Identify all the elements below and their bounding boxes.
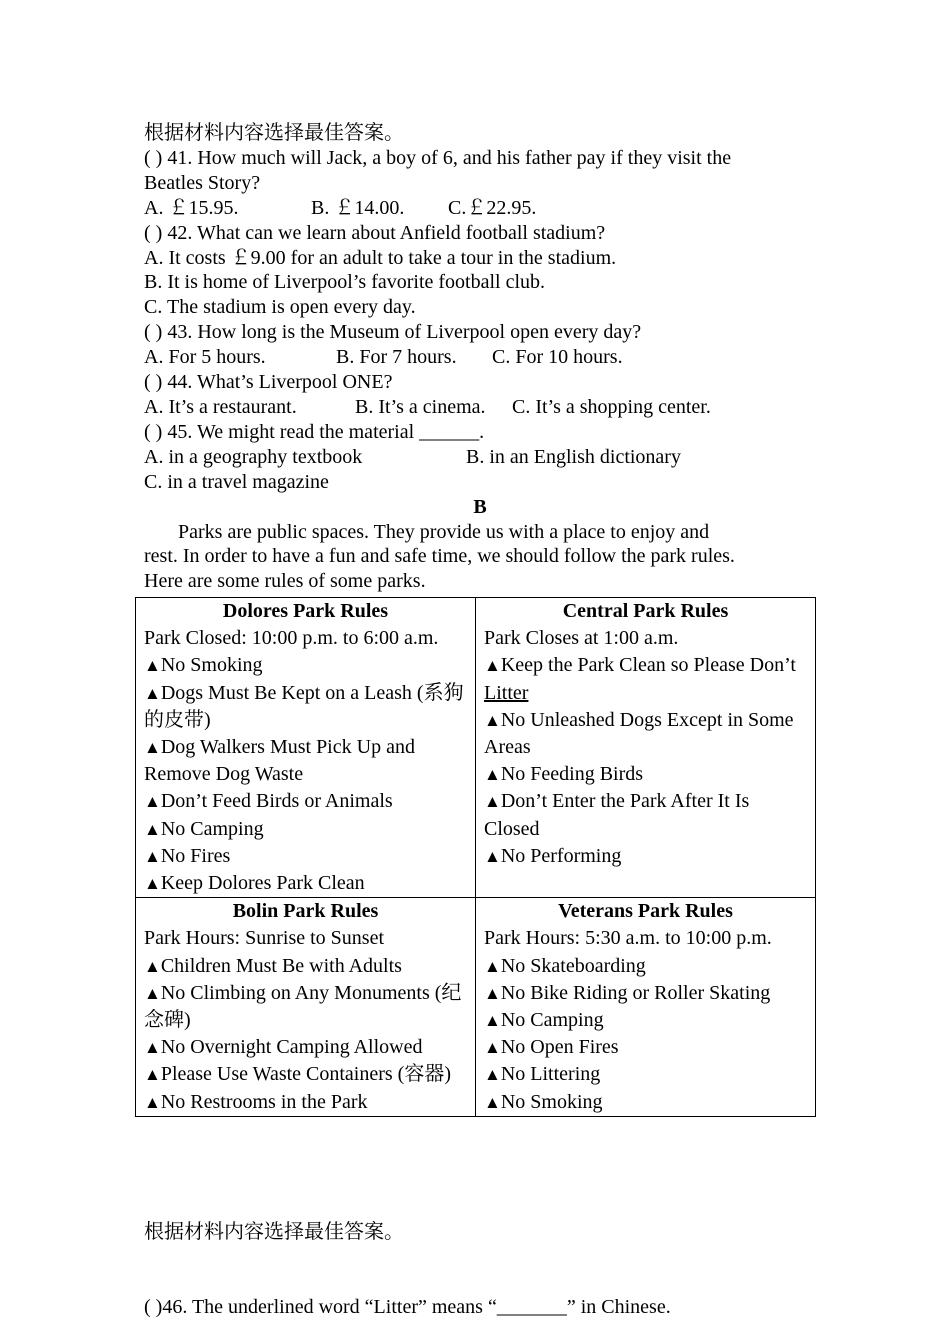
q44-stem: ( ) 44. What’s Liverpool ONE? <box>144 371 393 394</box>
veterans-park-title: Veterans Park Rules <box>558 900 733 923</box>
q41-options <box>144 196 816 221</box>
triangle-bullet-icon: ▲ <box>144 683 161 703</box>
q41-option-a: A. ￡15.95. <box>144 196 239 219</box>
triangle-bullet-icon: ▲ <box>144 738 161 758</box>
dolores-park-title: Dolores Park Rules <box>222 600 389 622</box>
q43-option-a: A. For 5 hours. <box>144 346 266 369</box>
q45-option-a: A. in a geography textbook <box>144 445 363 468</box>
rule-item: ▲Dogs Must Be Kept on a Leash (系狗的皮带) <box>144 681 464 731</box>
rule-item: ▲No Performing <box>484 844 622 867</box>
section-a <box>144 121 816 594</box>
q42-option-b: B. It is home of Liverpool’s favorite football club. <box>144 271 546 294</box>
triangle-bullet-icon: ▲ <box>484 1011 501 1031</box>
triangle-bullet-icon: ▲ <box>484 983 501 1003</box>
central-park-hours: Park Closes at 1:00 a.m. <box>484 627 679 650</box>
central-park-cell <box>476 598 816 898</box>
intro-line-2: rest. In order to have a fun and safe time, we should follow the park rules. <box>144 545 735 568</box>
triangle-bullet-icon: ▲ <box>484 1038 501 1058</box>
rule-item: ▲Children Must Be with Adults <box>144 954 402 977</box>
q41-option-c: C.￡22.95. <box>448 196 537 219</box>
q41-option-b: B. ￡14.00. <box>311 196 405 219</box>
q44-option-c: C. It’s a shopping center. <box>512 395 711 418</box>
rule-item: ▲Don’t Enter the Park After It Is Closed <box>484 790 750 840</box>
section-b-heading: B <box>473 495 487 518</box>
q43-option-b: B. For 7 hours. <box>336 346 457 369</box>
triangle-bullet-icon: ▲ <box>144 1038 161 1058</box>
q45-options <box>144 445 816 470</box>
q45-option-c: C. in a travel magazine <box>144 470 329 493</box>
q43-options <box>144 345 816 370</box>
triangle-bullet-icon: ▲ <box>144 1065 161 1085</box>
dolores-park-hours: Park Closed: 10:00 p.m. to 6:00 a.m. <box>144 627 439 650</box>
veterans-park-hours: Park Hours: 5:30 a.m. to 10:00 p.m. <box>484 927 772 950</box>
triangle-bullet-icon: ▲ <box>144 874 161 894</box>
intro-line-1: Parks are public spaces. They provide us with a place to enjoy and <box>178 520 710 543</box>
rule-item: ▲No Littering <box>484 1063 601 1086</box>
rule-item: ▲No Skateboarding <box>484 954 646 977</box>
rule-item: ▲No Unleashed Dogs Except in Some Areas <box>484 708 794 759</box>
rule-item: ▲No Bike Riding or Roller Skating <box>484 981 771 1004</box>
q42-option-a: A. It costs ￡9.00 for an adult to take a tour in the stadium. <box>144 246 617 269</box>
q44-options <box>144 395 816 420</box>
rule-item: ▲No Camping <box>144 817 264 840</box>
rule-item: ▲No Climbing on Any Monuments (纪念碑) <box>144 981 462 1032</box>
instruction-b: 根据材料内容选择最佳答案。 <box>144 1220 404 1243</box>
bolin-park-cell <box>136 898 476 1117</box>
triangle-bullet-icon: ▲ <box>144 846 161 866</box>
q44-option-b: B. It’s a cinema. <box>355 395 486 418</box>
q43-stem: ( ) 43. How long is the Museum of Liverpool open every day? <box>144 321 642 344</box>
triangle-bullet-icon: ▲ <box>144 956 161 976</box>
triangle-bullet-icon: ▲ <box>144 792 161 812</box>
triangle-bullet-icon: ▲ <box>484 656 501 676</box>
triangle-bullet-icon: ▲ <box>484 765 501 785</box>
intro-line-3: Here are some rules of some parks. <box>144 570 426 593</box>
q41-stem-1: ( ) 41. How much will Jack, a boy of 6, and his father pay if they visit the <box>144 146 732 169</box>
q43-option-c: C. For 10 hours. <box>492 346 623 369</box>
rule-item: ▲No Restrooms in the Park <box>144 1090 368 1113</box>
q41-stem-2: Beatles Story? <box>144 171 261 194</box>
park-rules-table <box>135 597 816 1117</box>
triangle-bullet-icon: ▲ <box>484 710 501 730</box>
triangle-bullet-icon: ▲ <box>144 819 161 839</box>
rule-item: ▲No Feeding Birds <box>484 763 644 786</box>
triangle-bullet-icon: ▲ <box>484 1092 501 1112</box>
rule-item: ▲No Smoking <box>484 1090 603 1113</box>
triangle-bullet-icon: ▲ <box>484 1065 501 1085</box>
triangle-bullet-icon: ▲ <box>484 792 501 812</box>
q44-option-a: A. It’s a restaurant. <box>144 395 297 418</box>
bolin-park-title: Bolin Park Rules <box>232 900 379 923</box>
rule-item: ▲Keep Dolores Park Clean <box>144 872 365 895</box>
q46-stem: ( )46. The underlined word “Litter” means “_______” in Chinese. <box>144 1295 671 1318</box>
triangle-bullet-icon: ▲ <box>144 1092 161 1112</box>
triangle-bullet-icon: ▲ <box>144 656 161 676</box>
triangle-bullet-icon: ▲ <box>484 956 501 976</box>
triangle-bullet-icon: ▲ <box>144 983 161 1003</box>
veterans-park-cell <box>476 898 816 1117</box>
rule-item: ▲Dog Walkers Must Pick Up and Remove Dog Waste <box>144 736 415 786</box>
central-park-title: Central Park Rules <box>562 600 729 622</box>
rule-item: ▲Keep the Park Clean so Please Don’t Litter <box>484 654 796 704</box>
dolores-park-cell <box>136 598 476 898</box>
q45-stem: ( ) 45. We might read the material ______. <box>144 420 485 443</box>
rule-item: ▲No Overnight Camping Allowed <box>144 1036 423 1059</box>
q42-option-c: C. The stadium is open every day. <box>144 296 416 319</box>
bolin-park-hours: Park Hours: Sunrise to Sunset <box>144 927 384 950</box>
rule-item: ▲No Fires <box>144 844 231 867</box>
q42-stem: ( ) 42. What can we learn about Anfield football stadium? <box>144 221 606 244</box>
rule-item: ▲No Open Fires <box>484 1036 619 1059</box>
q45-option-b: B. in an English dictionary <box>466 445 681 468</box>
rule-item: ▲No Smoking <box>144 654 263 677</box>
litter-underlined-word: Litter <box>484 681 529 704</box>
rule-item: ▲Please Use Waste Containers (容器) <box>144 1063 452 1086</box>
triangle-bullet-icon: ▲ <box>484 846 501 866</box>
section-b-questions <box>144 1170 671 1344</box>
instruction-a: 根据材料内容选择最佳答案。 <box>144 122 404 144</box>
rule-item: ▲No Camping <box>484 1009 604 1032</box>
rule-item: ▲Don’t Feed Birds or Animals <box>144 790 393 813</box>
